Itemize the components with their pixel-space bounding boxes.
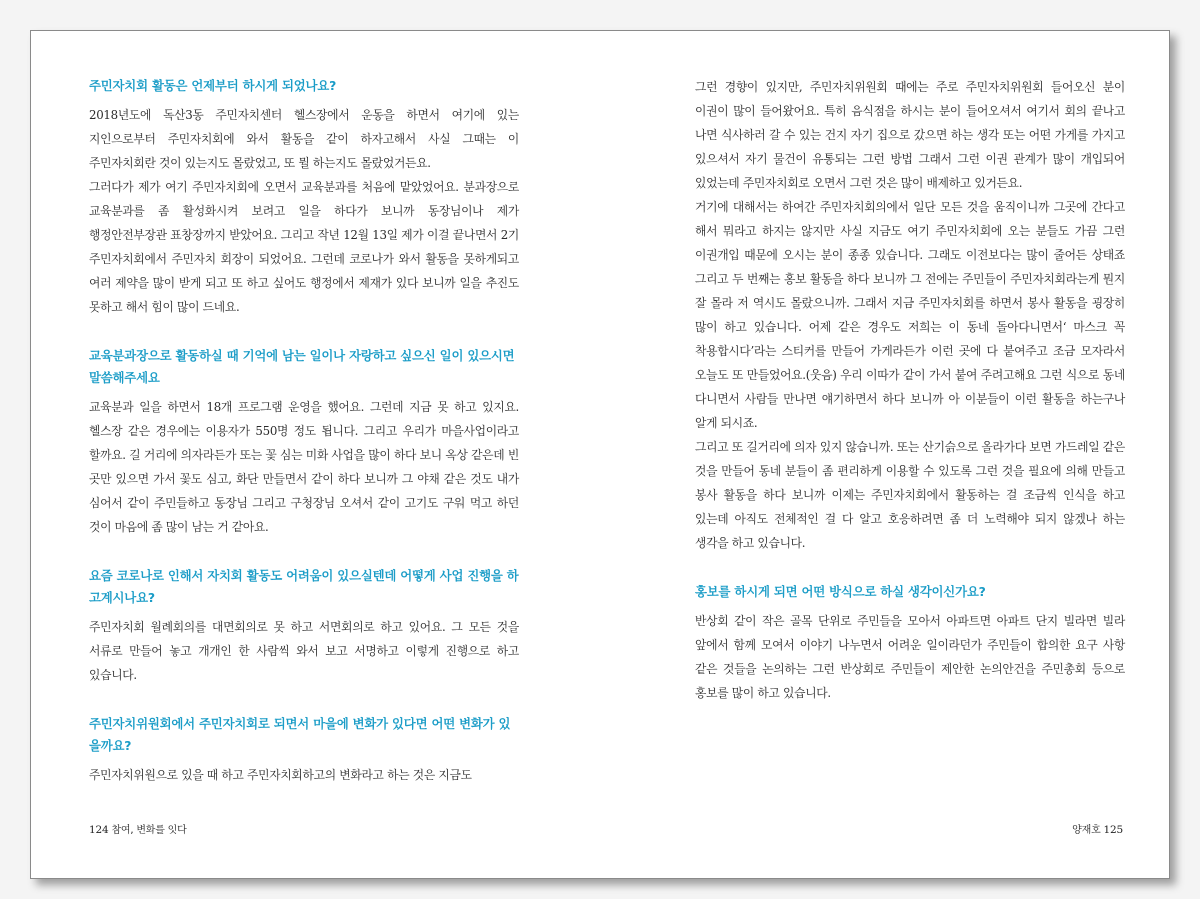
question-heading: 교육분과장으로 활동하실 때 기억에 남는 일이나 자랑하고 싶으신 일이 있으시면 말씀해주세요: [89, 348, 515, 385]
left-footer: [89, 821, 187, 836]
qa-section: [89, 565, 519, 687]
answer-paragraph: 그런 경향이 있지만, 주민자치위원회 때에는 주로 주민자치위원회 들어오신 분이 이권이 많이 들어왔어요. 특히 음식점을 하시는 분이 들어오셔서 여기서 회의 끝나고 나면 식사하러 갈 수 있는 건지 자기 집으로 갔으면 하는 생각 또는 어떤 가게를 가지고 있으셔서 자기 물건이 유통되는 그런 방법 그래서 그런 이권 관계가 많이 개입되어 있었는데 주민자치회로 오면서 그런 것은 많이 배제하고 있거든요.: [695, 80, 1125, 190]
book-spread: [30, 30, 1170, 879]
answer-paragraph: 교육분과 일을 하면서 18개 프로그램 운영을 했어요. 그런데 지금 못 하고 있지요. 헬스장 같은 경우에는 이용자가 550명 정도 됩니다. 그리고 우리가 마을사업이라고 할까요. 길 거리에 의자라든가 또는 꽃 심는 미화 사업을 많이 하다 보니 옥상 같은데 빈 곳만 있으면 가서 꽃도 심고, 화단 만들면서 같이 하다 보니까 그 야채 같은 것도 내가 심어서 같이 주민들하고 동장님 그리고 구청장님 오셔서 같이 고기도 구워 먹고 하던 것이 마음에 좀 많이 남는 거 같아요.: [89, 400, 519, 534]
right-page: [695, 75, 1125, 731]
answer-paragraph: 그리고 또 길거리에 의자 있지 않습니까. 또는 산기슭으로 올라가다 보면 가드레일 같은 것을 만들어 동네 분들이 좀 편리하게 이용할 수 있도록 그런 것을 필요에 의해 만들고 봉사 활동을 하다 보니까 이제는 주민자치회에서 활동하는 걸 조금씩 인식을 하고 있는데 아직도 전체적인 걸 다 알고 호응하려면 좀 더 노력해야 되지 않겠나 하는 생각을 하고 있습니다.: [695, 440, 1125, 550]
right-footer: [1072, 821, 1123, 836]
answer-paragraph: 주민자치위원으로 있을 때 하고 주민자치회하고의 변화라고 하는 것은 지금도: [89, 768, 472, 782]
qa-section: [89, 75, 519, 319]
question-heading: 주민자치회 활동은 언제부터 하시게 되었나요?: [89, 78, 337, 93]
running-title: 참여, 변화를 잇다: [111, 825, 187, 836]
answer-paragraph: 2018년도에 독산3동 주민자치센터 헬스장에서 운동을 하면서 여기에 있는 지인으로부터 주민자치회에 와서 활동을 같이 하자고해서 사실 그때는 이 주민자치회란 것이 있는지도 몰랐었고, 또 뭘 하는지도 몰랐었거든요.: [89, 108, 519, 170]
answer-paragraph: 주민자치회 월례회의를 대면회의로 못 하고 서면회의로 하고 있어요. 그 모든 것을 서류로 만들어 놓고 개개인 한 사람씩 와서 보고 서명하고 이렇게 진행으로 하고 있습니다.: [89, 620, 519, 682]
question-heading: 주민자치위원회에서 주민자치회로 되면서 마을에 변화가 있다면 어떤 변화가 있을까요?: [89, 716, 511, 753]
qa-section: [89, 713, 519, 787]
answer-paragraph: 그러다가 제가 여기 주민자치회에 오면서 교육분과를 처음에 맡았었어요. 분과장으로 교육분과를 좀 활성화시켜 보려고 일을 하다가 보니까 동장님이나 제가 행정안전부장관 표창장까지 받았어요. 그리고 작년 12월 13일 제가 이걸 끝나면서 2기 주민자치회에서 주민자치 회장이 되었어요. 그런데 코로나가 와서 활동을 못하게되고 여러 제약을 많이 받게 되고 또 하고 싶어도 행정에서 제재가 있다 보니까 일을 추진도 못하고 해서 힘이 많이 드네요.: [89, 180, 519, 314]
qa-section: [695, 75, 1125, 555]
running-title: 양재호: [1072, 825, 1101, 836]
qa-section: [695, 581, 1125, 705]
left-page: [89, 75, 519, 813]
page-number: 125: [1103, 824, 1123, 836]
qa-section: [89, 345, 519, 539]
page-number: 124: [89, 824, 109, 836]
question-heading: 요즘 코로나로 인해서 자치회 활동도 어려움이 있으실텐데 어떻게 사업 진행을 하고계시나요?: [89, 568, 519, 605]
answer-paragraph: 반상회 같이 작은 골목 단위로 주민들을 모아서 아파트면 아파트 단지 빌라면 빌라 앞에서 함께 모여서 이야기 나누면서 어려운 일이라던가 주민들이 합의한 요구 사항 같은 것들을 논의하는 그런 반상회로 주민들이 제안한 논의안건을 주민총회 등으로 홍보를 많이 하고 있습니다.: [695, 614, 1125, 700]
answer-paragraph: 거기에 대해서는 하여간 주민자치회의에서 일단 모든 것을 움직이니까 그곳에 간다고 해서 뭐라고 하지는 않지만 사실 지금도 여기 주민자치회에 오는 분들도 가끔 그런 이권개입 때문에 오시는 분이 종종 있습니다. 그래도 이전보다는 많이 줄어든 상태죠 그리고 두 번째는 홍보 활동을 하다 보니까 그 전에는 주민들이 주민자치회라는게 뭔지 잘 몰라 저 역시도 몰랐으니까. 그래서 지금 주민자치회를 하면서 봉사 활동을 굉장히 많이 하고 있습니다. 어제 같은 경우도 저희는 이 동네 돌아다니면서‘ 마스크 꼭 착용합시다’라는 스티커를 만들어 가게라든가 이런 곳에 다 붙여주고 조금 모자라서 오늘도 또 만들었어요.(웃음) 우리 이따가 같이 가서 붙여 주려고해요 그런 식으로 동네 다니면서 사람들 만나면 얘기하면서 하다 보니까 아 이분들이 이런 활동을 하는구나 알게 되시죠.: [695, 200, 1125, 430]
question-heading: 홍보를 하시게 되면 어떤 방식으로 하실 생각이신가요?: [695, 584, 986, 599]
